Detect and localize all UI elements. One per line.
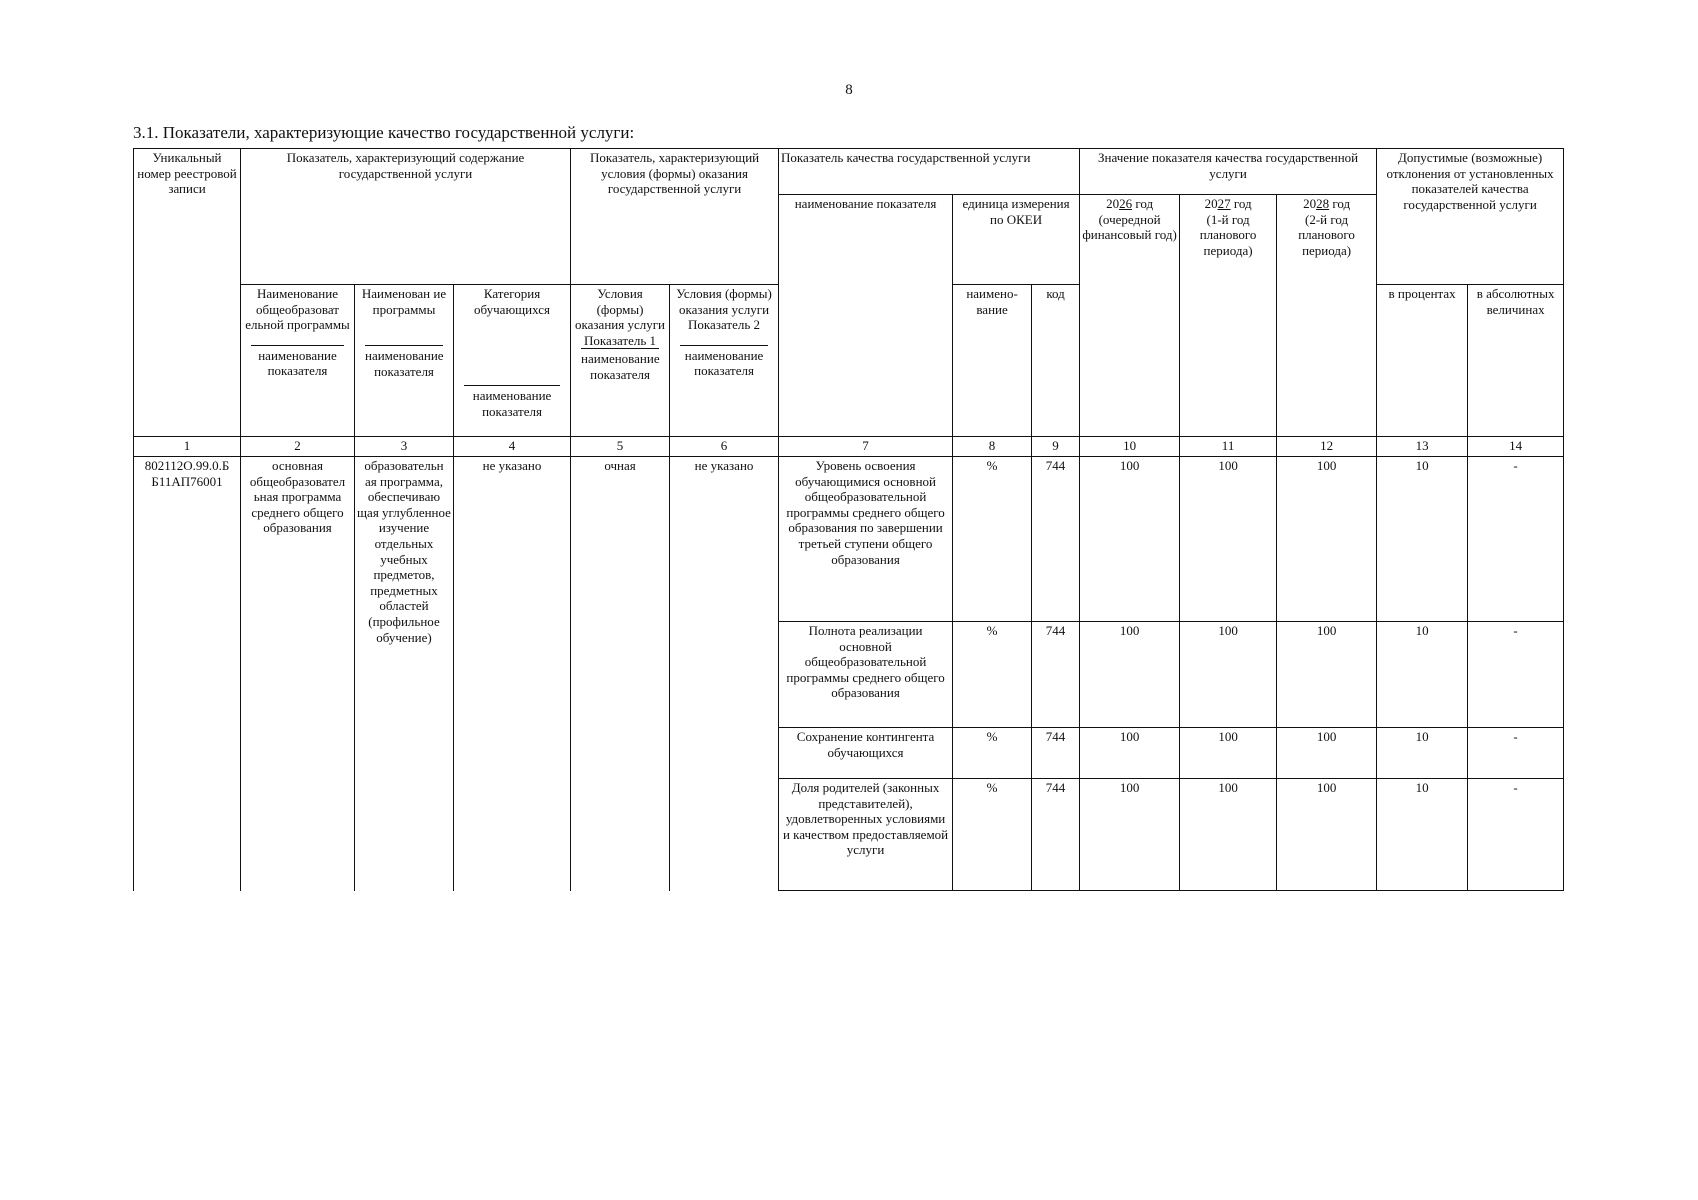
value-year-1: 100 xyxy=(1080,728,1180,779)
indicator-name: Полнота реализации основной общеобразовательной программы среднего общего образования xyxy=(779,622,953,728)
value-year-1: 100 xyxy=(1080,457,1180,622)
value-year-2: 100 xyxy=(1180,622,1277,728)
deviation-percent: 10 xyxy=(1377,728,1468,779)
column-number: 14 xyxy=(1468,437,1564,457)
value-year-3: 100 xyxy=(1277,622,1377,728)
header-col4 xyxy=(454,285,571,437)
year3-note: (2-й год планового периода) xyxy=(1298,211,1355,258)
record-condition-1: очная xyxy=(571,457,670,891)
column-number: 12 xyxy=(1277,437,1377,457)
unit-name: % xyxy=(953,622,1032,728)
header-dev-absolute: в абсолютных величинах xyxy=(1468,285,1564,437)
value-year-3: 100 xyxy=(1277,457,1377,622)
header-col3 xyxy=(355,285,454,437)
deviation-absolute: - xyxy=(1468,622,1564,728)
indicator-name: Уровень освоения обучающимися основной общеобразовательной программы среднего общего образования по завершении третьей ступени общего образования xyxy=(779,457,953,622)
column-number: 3 xyxy=(355,437,454,457)
year2-suffix: год xyxy=(1233,196,1252,211)
table-row xyxy=(134,457,1564,622)
indicator-name: Доля родителей (законных представителей), удовлетворенных условиями и качеством предоставляемой услуги xyxy=(779,779,953,891)
col6-sub-label: наименование показателя xyxy=(680,345,768,379)
column-number: 4 xyxy=(454,437,571,457)
value-year-1: 100 xyxy=(1080,779,1180,891)
deviation-absolute: - xyxy=(1468,728,1564,779)
col3-title: Наименован ие программы xyxy=(361,286,447,317)
record-program-name: образовательн ая программа, обеспечиваю щая углубленное изучение отдельных учебных предметов, предметных областей (профильное обучение) xyxy=(355,457,454,891)
column-numbers-row xyxy=(134,437,1564,457)
column-number: 6 xyxy=(670,437,779,457)
unit-name: % xyxy=(953,728,1032,779)
header-content-group: Показатель, характеризующий содержание государственной услуги xyxy=(241,149,571,285)
header-unique-number: Уникальный номер реестровой записи xyxy=(134,149,241,437)
year2-note: (1-й год планового периода) xyxy=(1199,211,1257,258)
column-number: 8 xyxy=(953,437,1032,457)
year1-value: 26 xyxy=(1119,196,1133,211)
year2-prefix: 20 xyxy=(1204,196,1218,211)
deviation-absolute: - xyxy=(1468,779,1564,891)
year1-prefix: 20 xyxy=(1106,196,1120,211)
deviation-percent: 10 xyxy=(1377,779,1468,891)
header-year-2 xyxy=(1180,195,1277,437)
header-col6 xyxy=(670,285,779,437)
col4-title: Категория обучающихся xyxy=(474,286,550,317)
col5-sub-label: наименование показателя xyxy=(581,348,659,382)
header-conditions-group: Показатель, характеризующий условия (формы) оказания государственной услуги xyxy=(571,149,779,285)
deviation-absolute: - xyxy=(1468,457,1564,622)
unit-code: 744 xyxy=(1032,728,1080,779)
header-col2 xyxy=(241,285,355,437)
col6-title: Условия (формы) оказания услуги Показатель 2 xyxy=(676,286,772,333)
header-unit-name: наимено-вание xyxy=(953,285,1032,437)
unit-name: % xyxy=(953,457,1032,622)
column-number: 13 xyxy=(1377,437,1468,457)
header-unit-code: код xyxy=(1032,285,1080,437)
year1-suffix: год xyxy=(1135,196,1154,211)
header-deviation-group: Допустимые (возможные) отклонения от установленных показателей качества государственной услуги xyxy=(1377,149,1564,285)
header-dev-percent: в процентах xyxy=(1377,285,1468,437)
column-number: 2 xyxy=(241,437,355,457)
year3-value: 28 xyxy=(1316,196,1330,211)
value-year-3: 100 xyxy=(1277,728,1377,779)
col2-title: Наименование общеобразоват ельной программы xyxy=(245,286,350,333)
record-program-type: основная общеобразовател ьная программа среднего общего образования xyxy=(241,457,355,891)
year1-note: (очередной финансовый год) xyxy=(1082,211,1177,243)
value-year-3: 100 xyxy=(1277,779,1377,891)
col5-title: Условия (формы) оказания услуги Показатель 1 xyxy=(575,286,666,348)
header-year-3 xyxy=(1277,195,1377,437)
header-row-groups xyxy=(134,149,1564,195)
col3-sub-label: наименование показателя xyxy=(365,345,443,379)
header-unit: единица измерения по ОКЕИ xyxy=(953,195,1080,285)
header-col5 xyxy=(571,285,670,437)
record-unique-number: 802112О.99.0.Б Б11АП76001 xyxy=(134,457,241,891)
col4-sub-label: наименование показателя xyxy=(464,385,560,419)
page-number: 8 xyxy=(845,82,853,98)
record-category: не указано xyxy=(454,457,571,891)
col2-sub-label: наименование показателя xyxy=(251,345,344,379)
section-heading: 3.1. Показатели, характеризующие качество государственной услуги: xyxy=(133,123,635,142)
deviation-percent: 10 xyxy=(1377,457,1468,622)
column-number: 11 xyxy=(1180,437,1277,457)
unit-code: 744 xyxy=(1032,457,1080,622)
deviation-percent: 10 xyxy=(1377,622,1468,728)
quality-indicators-table xyxy=(133,148,1564,891)
value-year-1: 100 xyxy=(1080,622,1180,728)
column-number: 7 xyxy=(779,437,953,457)
unit-name: % xyxy=(953,779,1032,891)
column-number: 10 xyxy=(1080,437,1180,457)
value-year-2: 100 xyxy=(1180,779,1277,891)
column-number: 1 xyxy=(134,437,241,457)
header-indicator-name: наименование показателя xyxy=(779,195,953,437)
value-year-2: 100 xyxy=(1180,457,1277,622)
unit-code: 744 xyxy=(1032,622,1080,728)
year2-value: 27 xyxy=(1217,196,1231,211)
indicator-name: Сохранение контингента обучающихся xyxy=(779,728,953,779)
header-value-group: Значение показателя качества государственной услуги xyxy=(1080,149,1377,195)
value-year-2: 100 xyxy=(1180,728,1277,779)
year3-suffix: год xyxy=(1332,196,1351,211)
header-quality-group: Показатель качества государственной услуги xyxy=(779,149,1080,195)
year3-prefix: 20 xyxy=(1303,196,1317,211)
column-number: 5 xyxy=(571,437,670,457)
record-condition-2: не указано xyxy=(670,457,779,891)
column-number: 9 xyxy=(1032,437,1080,457)
header-year-1 xyxy=(1080,195,1180,437)
unit-code: 744 xyxy=(1032,779,1080,891)
